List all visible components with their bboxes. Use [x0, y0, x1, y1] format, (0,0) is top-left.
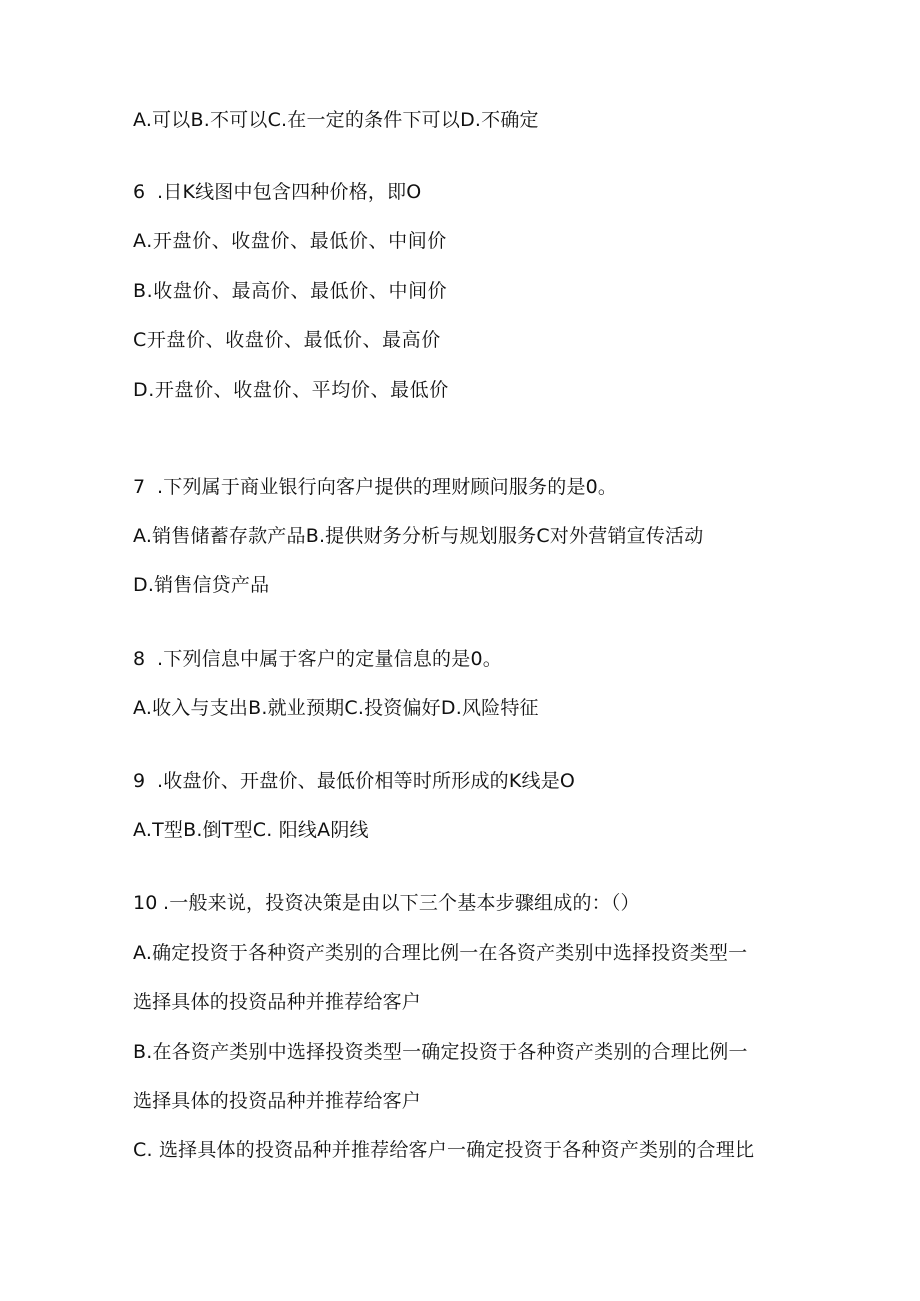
q6-option-b: B.收盘价、最高价、最低价、中间价 — [133, 280, 448, 302]
q7-question — [133, 475, 617, 499]
q6-option-d: D.开盘价、收盘价、平均价、最低价 — [133, 379, 449, 401]
q8-number: 8 — [133, 648, 146, 670]
q9-number: 9 — [133, 770, 146, 792]
q6-option-a: A.开盘价、收盘价、最低价、中间价 — [133, 230, 447, 252]
q10-question — [133, 891, 640, 915]
q10-option-c-line1: C. 选择具体的投资品种并推荐给客户一确定投资于各种资产类别的合理比 — [133, 1139, 755, 1161]
q6-question — [133, 180, 421, 204]
q5-options: A.可以B.不可以C.在一定的条件下可以D.不确定 — [133, 109, 539, 131]
q7-number: 7 — [133, 476, 146, 498]
q9-question — [133, 769, 575, 793]
q8-options: A.收入与支出B.就业预期C.投资偏好D.风险特征 — [133, 697, 539, 719]
q10-number: 10 — [133, 892, 158, 914]
q10-option-b-line2: 选择具体的投资品种并推荐给客户 — [133, 1090, 422, 1112]
q7-option-d: D.销售信贷产品 — [133, 574, 270, 596]
q8-text: .下列信息中属于客户的定量信息的是0。 — [157, 648, 502, 670]
q8-question — [133, 647, 502, 671]
q10-text: .一般来说，投资决策是由以下三个基本步骤组成的：（） — [163, 892, 640, 914]
q10-option-a-line2: 选择具体的投资品种并推荐给客户 — [133, 991, 422, 1013]
q9-text: .收盘价、开盘价、最低价相等时所形成的K线是O — [157, 770, 576, 792]
q10-option-b-line1: B.在各资产类别中选择投资类型一确定投资于各种资产类别的合理比例一 — [133, 1041, 748, 1063]
q10-option-a-line1: A.确定投资于各种资产类别的合理比例一在各资产类别中选择投资类型一 — [133, 942, 748, 964]
q6-number: 6 — [133, 181, 146, 203]
q6-option-c: C开盘价、收盘价、最低价、最高价 — [133, 329, 441, 351]
q6-text: .日K线图中包含四种价格，即O — [157, 181, 422, 203]
q7-text: .下列属于商业银行向客户提供的理财顾问服务的是0。 — [157, 476, 618, 498]
q9-options: A.T型B.倒T型C. 阳线A阴线 — [133, 819, 369, 841]
q7-options-abc: A.销售储蓄存款产品B.提供财务分析与规划服务C对外营销宣传活动 — [133, 525, 704, 547]
